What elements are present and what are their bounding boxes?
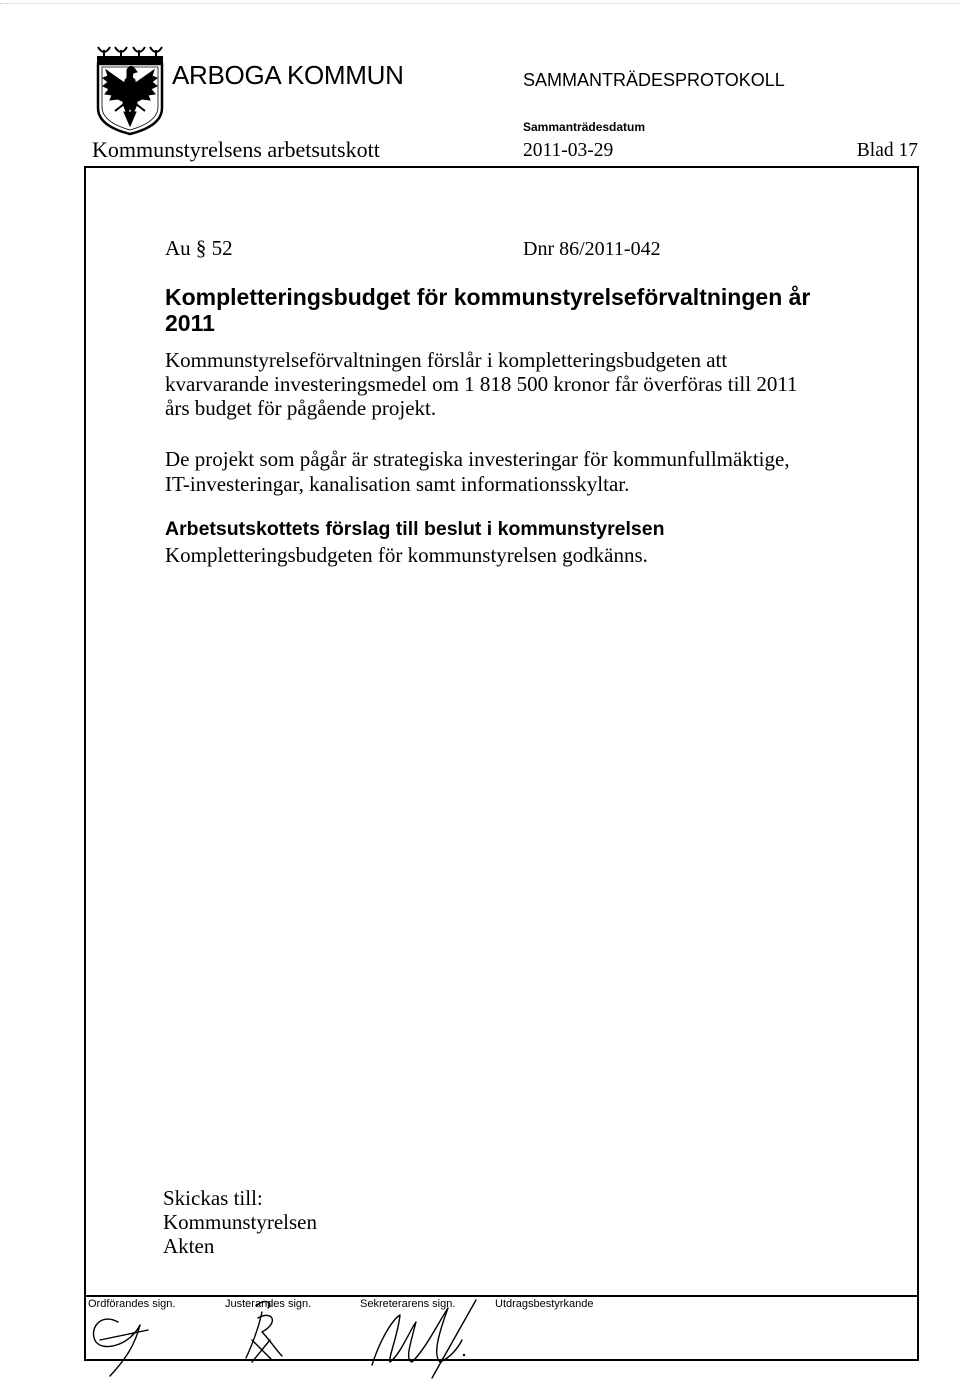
paragraph-line: De projekt som pågår är strategiska investeringar för kommunfullmäktige, [165,447,790,471]
distribution-recipient: Kommunstyrelsen [163,1210,317,1234]
distribution-label: Skickas till: [163,1186,263,1210]
crown [98,47,162,57]
meeting-date: 2011-03-29 [523,140,614,161]
secretary-signature [372,1300,476,1378]
paragraph-line: års budget för pågående projekt. [165,396,437,420]
title-line: Kompletteringsbudget för kommunstyrelseförvaltningen år [165,284,811,310]
frame-right-border [917,166,919,1361]
proposal-text: Kompletteringsbudgeten för kommunstyrelsen godkänns. [165,543,648,567]
header-rule [84,166,919,168]
paragraph-line: kvarvarande investeringsmedel om 1 818 500 kronor får överföras till 2011 [165,372,798,396]
chair-signature [93,1319,148,1376]
signature-label-adjuster: Justerandes sign. [225,1298,312,1310]
organization-name: ARBOGA KOMMUN [172,60,404,90]
committee-name: Kommunstyrelsens arbetsutskott [92,137,380,162]
signature-label-chair: Ordförandes sign. [88,1298,176,1310]
paragraph [165,447,790,496]
signature-label-secretary: Sekreterarens sign. [360,1298,456,1310]
scan-edge [0,3,960,4]
frame-left-border [84,166,86,1361]
meeting-date-label: Sammanträdesdatum [523,120,646,134]
signature-table-top-rule [84,1295,919,1297]
proposal-heading: Arbetsutskottets förslag till beslut i kommunstyrelsen [165,518,665,540]
paragraph-line: Kommunstyrelseförvaltningen förslår i kompletteringsbudgeten att [165,348,728,372]
item-title [165,284,810,336]
distribution-recipient: Akten [163,1234,215,1258]
diary-number: Dnr 86/2011-042 [523,238,661,260]
page-number: Blad 17 [856,140,918,161]
title-line: 2011 [165,310,215,336]
crown-band [97,56,163,63]
adjuster-signature [246,1302,282,1362]
distribution-list [163,1186,317,1258]
document-type: SAMMANTRÄDESPROTOKOLL [523,70,785,90]
signature-label-certification: Utdragsbestyrkande [495,1298,594,1310]
section-number: Au § 52 [165,236,233,260]
coat-of-arms-icon [94,44,166,136]
paragraph [165,348,798,420]
signature-table-bottom-rule [84,1359,919,1361]
paragraph-line: IT-investeringar, kanalisation samt informationsskyltar. [165,471,630,496]
